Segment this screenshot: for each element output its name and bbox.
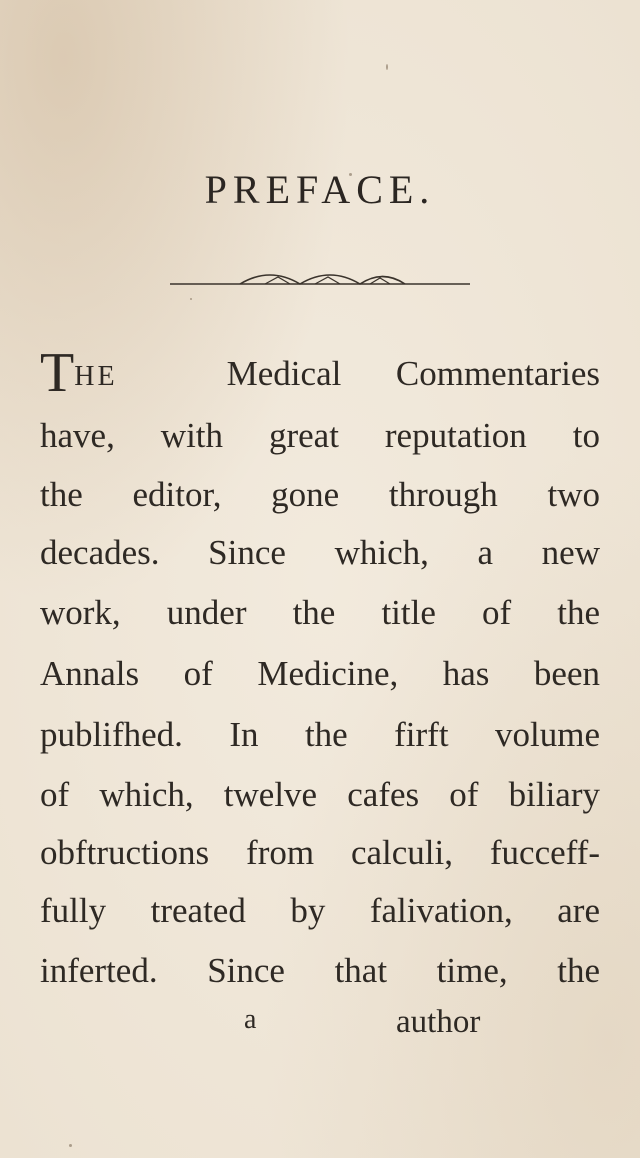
text-line-9: obftructions from calculi, fucceff- bbox=[40, 833, 600, 872]
paper-speck bbox=[386, 64, 388, 70]
text-line-5: work, under the title of the bbox=[40, 593, 600, 632]
text-line-6: Annals of Medicine, has been bbox=[40, 654, 600, 693]
paper-speck bbox=[567, 677, 569, 679]
drop-cap: T bbox=[40, 342, 75, 404]
text-line-10: fully treated by falivation, are bbox=[40, 891, 600, 930]
paper-speck bbox=[69, 1144, 72, 1147]
paper-speck bbox=[349, 173, 352, 176]
text-line-4: decades. Since which, a new bbox=[40, 533, 600, 572]
catchword: author bbox=[396, 1004, 481, 1040]
text-line-2: have, with great reputation to bbox=[40, 416, 600, 455]
text-line-8: of which, twelve cafes of biliary bbox=[40, 775, 600, 814]
text-line-1-rest: Medical Commentaries bbox=[226, 354, 601, 393]
text-line-11: inferted. Since that time, the bbox=[40, 951, 600, 990]
paper-speck bbox=[190, 298, 192, 300]
text-line-1 bbox=[40, 342, 601, 404]
drop-cap-rest: HE bbox=[74, 361, 118, 392]
text-line-3: the editor, gone through two bbox=[40, 475, 600, 514]
signature-mark: a bbox=[244, 1004, 257, 1035]
page-title: PREFACE. bbox=[204, 167, 436, 212]
ornamental-rule bbox=[170, 270, 470, 294]
text-line-7: publifhed. In the firft volume bbox=[40, 715, 600, 754]
